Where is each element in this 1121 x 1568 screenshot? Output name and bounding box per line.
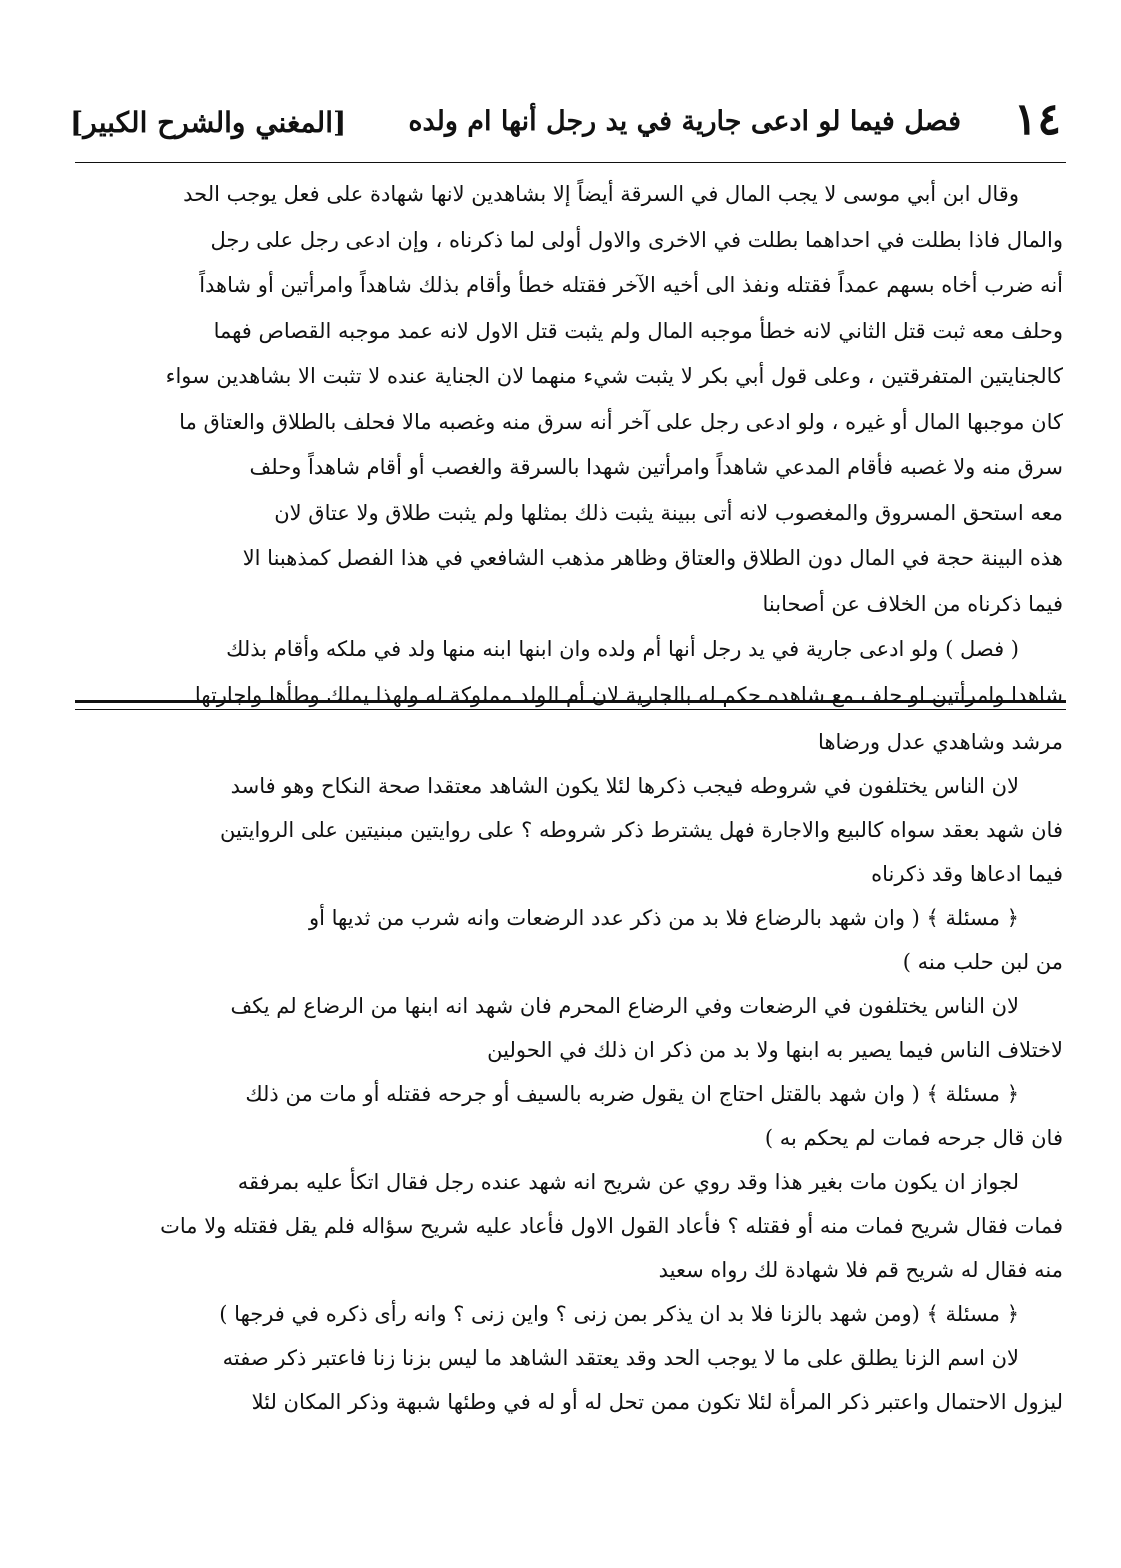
text-line: كان موجبها المال أو غيره ، ولو ادعى رجل على آخر أنه سرق منه وغصبه مالا فحلف بالطلاق والعتاق ما [179, 409, 1063, 434]
section-divider [75, 700, 1066, 710]
text-line: ﴿ مسئلة ﴾ (ومن شهد بالزنا فلا بد ان يذكر بمن زنى ؟ واين زنى ؟ وانه رأى ذكره في فرجها ) [219, 1302, 1019, 1326]
text-line: لاختلاف الناس فيما يصير به ابنها ولا بد من ذكر ان ذلك في الحولين [487, 1038, 1063, 1062]
text-line: من لبن حلب منه ) [902, 950, 1063, 974]
text-line: شاهدا وامرأتين او حلف مع شاهده حكم له بالجارية لان أم الولد مملوكة له ولهذا يملك وطأها واجارتها [194, 682, 1063, 707]
upper-text-block [75, 172, 1063, 718]
lower-text-block [75, 720, 1063, 1424]
text-line: أنه ضرب أخاه بسهم عمداً فقتله ونفذ الى أخيه الآخر فقتله خطأ وأقام بذلك شاهداً وامرأتين أو شاهداً [199, 273, 1063, 297]
text-line: ﴿ مسئلة ﴾ ( وان شهد بالرضاع فلا بد من ذكر عدد الرضعات وانه شرب من ثديها أو [309, 906, 1019, 930]
text-line: معه استحق المسروق والمغصوب لانه أتى ببينة يثبت ذلك بمثلها ولم يثبت طلاق ولا عتاق لان [274, 500, 1063, 525]
text-line: فان شهد بعقد سواه كالبيع والاجارة فهل يشترط ذكر شروطه ؟ على روايتين مبنيتين على الروايتين [219, 818, 1063, 842]
text-line: ( فصل ) ولو ادعى جارية في يد رجل أنها أم ولده وان ابنها ابنه منها ولد في ملكه وأقام بذلك [226, 637, 1019, 661]
text-line: فيما ادعاها وقد ذكرناه [871, 862, 1063, 886]
text-line: والمال فاذا بطلت في احداهما بطلت في الاخرى والاول أولى لما ذكرناه ، وإن ادعى رجل على رجل [210, 227, 1063, 252]
text-line: وقال ابن أبي موسى لا يجب المال في السرقة أيضاً إلا بشاهدين لانها شهادة على فعل يوجب الحد [183, 182, 1019, 206]
text-line: وحلف معه ثبت قتل الثاني لانه خطأ موجبه المال ولم يثبت قتل الاول لانه عمد موجبه القصاص فهما [213, 318, 1063, 343]
text-line: فان قال جرحه فمات لم يحكم به ) [764, 1126, 1063, 1150]
page-header [70, 88, 1061, 158]
text-line: منه فقال له شريح قم فلا شهادة لك رواه سعيد [658, 1258, 1063, 1282]
text-line: ليزول الاحتمال واعتبر ذكر المرأة لئلا تكون ممن تحل له أو له في وطئها شبهة وذكر المكان لئلا [251, 1390, 1063, 1414]
book-title: [المغني والشرح الكبير] [70, 106, 347, 139]
text-line: ﴿ مسئلة ﴾ ( وان شهد بالقتل احتاج ان يقول ضربه بالسيف أو جرحه فقتله أو مات من ذلك [245, 1082, 1019, 1106]
text-line: لان الناس يختلفون في الرضعات وفي الرضاع المحرم فان شهد انه ابنها من الرضاع لم يكف [230, 994, 1019, 1018]
text-line: لجواز ان يكون مات بغير هذا وقد روي عن شريح انه شهد عنده رجل فقال اتكأ عليه بمرفقه [237, 1170, 1019, 1194]
text-line: كالجنايتين المتفرقتين ، وعلى قول أبي بكر لا يثبت شيء منهما لان الجناية عنده لا تثبت الا بشاهدين سواء [165, 364, 1063, 388]
text-line: فيما ذكرناه من الخلاف عن أصحابنا [762, 591, 1063, 616]
text-line: سرق منه ولا غصبه فأقام المدعي شاهداً وامرأتين شهدا بالسرقة والغصب أو أقام شاهداً وحلف [249, 455, 1063, 479]
text-line: فمات فقال شريح فمات منه أو فقتله ؟ فأعاد القول الاول فأعاد عليه شريح سؤاله فلم يقل فقتله ولا مات [160, 1214, 1063, 1238]
text-line: لان الناس يختلفون في شروطه فيجب ذكرها لئلا يكون الشاهد معتقدا صحة النكاح وهو فاسد [230, 774, 1019, 798]
section-title: فصل فيما لو ادعى جارية في يد رجل أنها ام ولده [408, 106, 961, 137]
text-line: لان اسم الزنا يطلق على ما لا يوجب الحد وقد يعتقد الشاهد ما ليس بزنا زنا فاعتبر ذكر صفته [222, 1346, 1019, 1370]
page-number: ١٤ [1013, 94, 1061, 145]
header-rule [75, 162, 1066, 163]
text-line: مرشد وشاهدي عدل ورضاها [818, 730, 1063, 754]
text-line: هذه البينة حجة في المال دون الطلاق والعتاق وظاهر مذهب الشافعي في هذا الفصل كمذهبنا الا [242, 546, 1063, 570]
